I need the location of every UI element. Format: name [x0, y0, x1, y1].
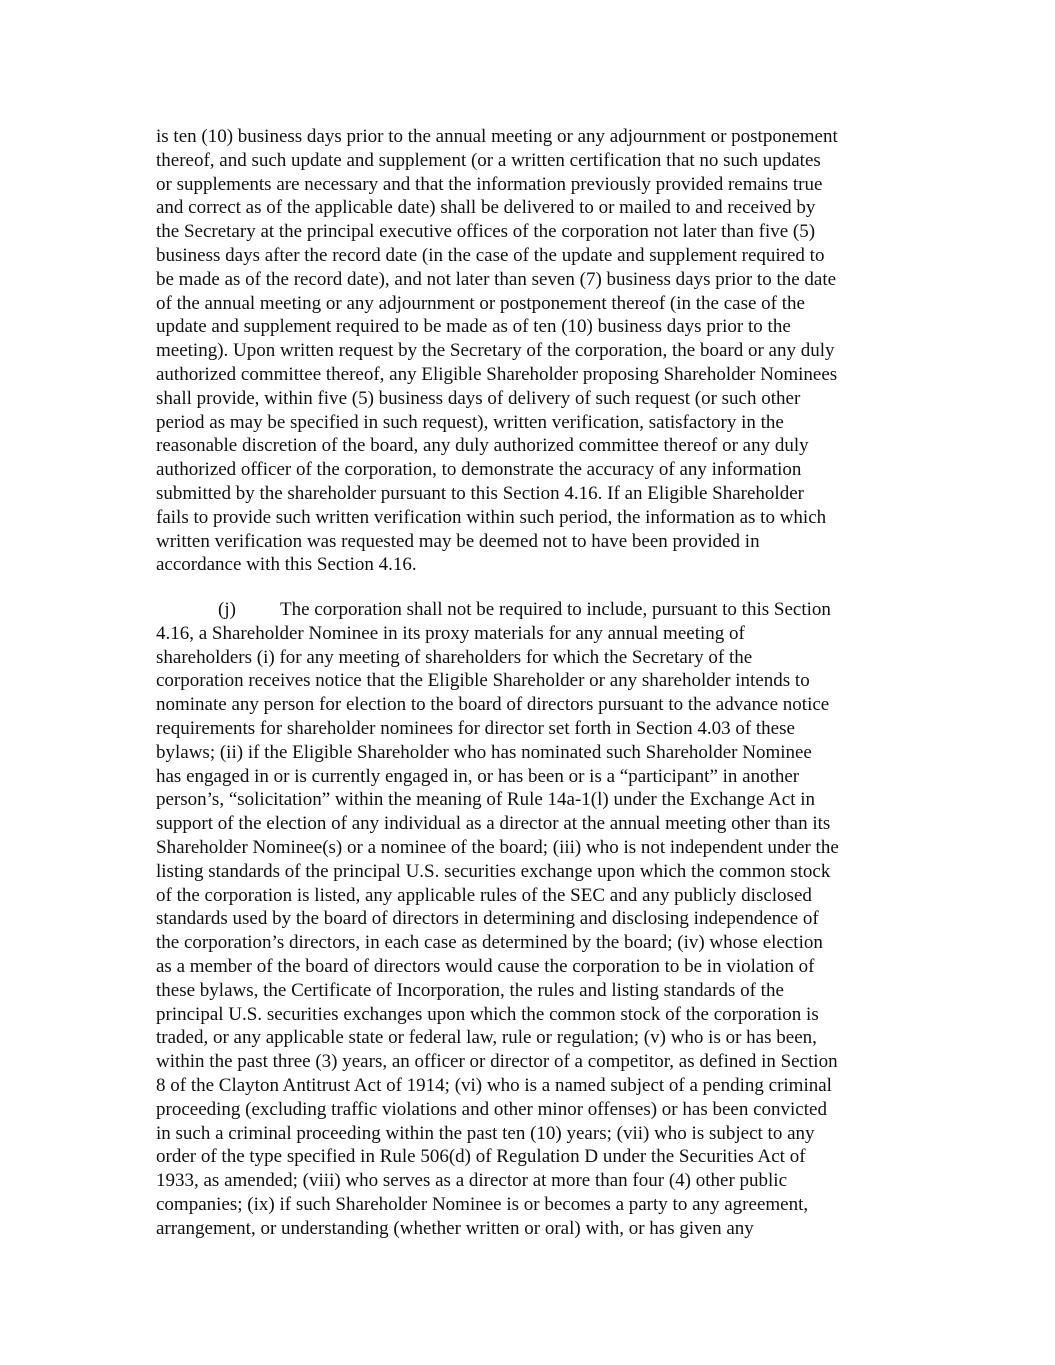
text-line: authorized committee thereof, any Eligible Shareholder proposing Shareholder Nominees	[156, 363, 838, 385]
first-line-text: The corporation shall not be required to include, pursuant to this Section	[280, 599, 831, 620]
text-line-first	[156, 598, 916, 622]
text-line: fails to provide such written verification within such period, the information as to which	[156, 506, 827, 528]
text-line: within the past three (3) years, an officer or director of a competitor, as defined in Section	[156, 1051, 838, 1073]
text-line: be made as of the record date), and not later than seven (7) business days prior to the date	[156, 268, 837, 290]
text-line: the corporation’s directors, in each case as determined by the board; (iv) whose election	[156, 932, 823, 954]
text-line: as a member of the board of directors would cause the corporation to be in violation of	[156, 955, 815, 977]
text-line: shall provide, within five (5) business days of delivery of such request (or such other	[156, 387, 801, 409]
text-line: requirements for shareholder nominees for director set forth in Section 4.03 of these	[156, 717, 795, 739]
text-line: reasonable discretion of the board, any duly authorized committee thereof or any duly	[156, 435, 809, 457]
text-line: update and supplement required to be made as of ten (10) business days prior to the	[156, 316, 791, 338]
text-line: of the annual meeting or any adjournment or postponement thereof (in the case of the	[156, 292, 805, 314]
text-line: these bylaws, the Certificate of Incorporation, the rules and listing standards of the	[156, 979, 784, 1001]
text-line: arrangement, or understanding (whether written or oral) with, or has given any	[156, 1217, 754, 1239]
text-line: meeting). Upon written request by the Secretary of the corporation, the board or any duly	[156, 340, 835, 362]
text-line: thereof, and such update and supplement (or a written certification that no such updates	[156, 149, 821, 171]
text-line: period as may be specified in such request), written verification, satisfactory in the	[156, 411, 784, 433]
text-line: shareholders (i) for any meeting of shareholders for which the Secretary of the	[156, 646, 753, 668]
text-line: of the corporation is listed, any applicable rules of the SEC and any publicly disclosed	[156, 884, 812, 906]
text-line: companies; (ix) if such Shareholder Nominee is or becomes a party to any agreement,	[156, 1193, 809, 1215]
text-line: 1933, as amended; (viii) who serves as a director at more than four (4) other public	[156, 1170, 788, 1192]
paragraph-marker: (j)	[218, 599, 236, 620]
text-line: written verification was requested may be deemed not to have been provided in	[156, 530, 760, 552]
text-line: 8 of the Clayton Antitrust Act of 1914; (vi) who is a named subject of a pending criminal	[156, 1074, 832, 1096]
text-line: bylaws; (ii) if the Eligible Shareholder who has nominated such Shareholder Nominee	[156, 741, 812, 763]
paragraph-continuation	[156, 125, 916, 577]
text-line: business days after the record date (in the case of the update and supplement required to	[156, 244, 825, 266]
text-line: nominate any person for election to the board of directors pursuant to the advance notice	[156, 694, 830, 716]
text-line: 4.16, a Shareholder Nominee in its proxy materials for any annual meeting of	[156, 622, 745, 644]
text-line: person’s, “solicitation” within the meaning of Rule 14a-1(l) under the Exchange Act in	[156, 789, 816, 811]
text-line: authorized officer of the corporation, to demonstrate the accuracy of any information	[156, 459, 802, 481]
text-line: submitted by the shareholder pursuant to this Section 4.16. If an Eligible Shareholder	[156, 482, 804, 504]
text-line: Shareholder Nominee(s) or a nominee of the board; (iii) who is not independent under the	[156, 836, 839, 858]
text-line: proceeding (excluding traffic violations and other minor offenses) or has been convicted	[156, 1098, 827, 1120]
paragraph-j	[156, 598, 916, 1241]
text-line: principal U.S. securities exchanges upon which the common stock of the corporation is	[156, 1003, 819, 1025]
text-line: in such a criminal proceeding within the past ten (10) years; (vii) who is subject to any	[156, 1122, 815, 1144]
text-line: order of the type specified in Rule 506(d) of Regulation D under the Securities Act of	[156, 1146, 806, 1168]
text-line: is ten (10) business days prior to the annual meeting or any adjournment or postponement	[156, 126, 838, 147]
text-line: and correct as of the applicable date) shall be delivered to or mailed to and received by	[156, 197, 816, 219]
text-line: corporation receives notice that the Eligible Shareholder or any shareholder intends to	[156, 670, 810, 692]
text-line: or supplements are necessary and that the information previously provided remains true	[156, 173, 823, 195]
text-line: accordance with this Section 4.16.	[156, 554, 417, 576]
text-line: the Secretary at the principal executive offices of the corporation not later than five (5)	[156, 221, 816, 243]
text-line: support of the election of any individual as a director at the annual meeting other than its	[156, 813, 831, 835]
text-line: traded, or any applicable state or federal law, rule or regulation; (v) who is or has been,	[156, 1027, 817, 1049]
text-line: listing standards of the principal U.S. securities exchange upon which the common stock	[156, 860, 831, 882]
text-line: standards used by the board of directors in determining and disclosing independence of	[156, 908, 819, 930]
text-line: has engaged in or is currently engaged in, or has been or is a “participant” in another	[156, 765, 800, 787]
